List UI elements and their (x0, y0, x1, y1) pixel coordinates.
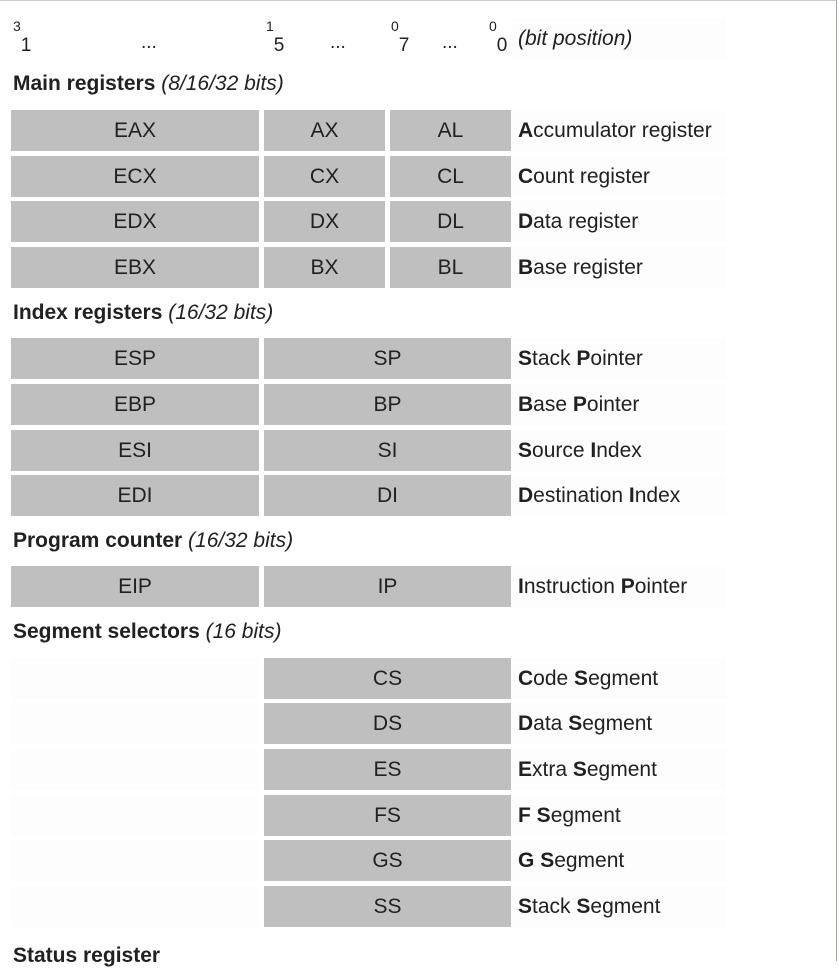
empty-cell (11, 795, 259, 836)
empty-cell (11, 840, 259, 881)
bit-ellipsis-2: ... (330, 32, 346, 53)
register-description: Extra Segment (511, 749, 726, 790)
program-counter-heading: Program counter (16/32 bits) (13, 529, 294, 552)
register-bp: BP (264, 384, 511, 425)
register-ecx: ECX (11, 156, 259, 197)
register-bl: BL (390, 247, 511, 288)
register-ip: IP (264, 566, 511, 607)
register-cs: CS (264, 658, 511, 699)
bit-15: $^1$5 (266, 18, 285, 57)
bit-ellipsis-3: ... (442, 32, 458, 53)
register-description: Data Segment (511, 703, 726, 744)
register-description: Accumulator register (511, 110, 726, 151)
register-cx: CX (264, 156, 385, 197)
bit-position-label: (bit position) (518, 26, 633, 50)
register-description: Stack Segment (511, 886, 726, 927)
register-description: Base Pointer (511, 384, 726, 425)
register-description: F Segment (511, 795, 726, 836)
register-esi: ESI (11, 430, 259, 471)
bit-ellipsis-1: ... (141, 32, 157, 53)
register-bx: BX (264, 247, 385, 288)
empty-cell (11, 658, 259, 699)
register-ds: DS (264, 703, 511, 744)
register-esp: ESP (11, 338, 259, 379)
bit-00: $^0$0 (489, 18, 508, 57)
bit-07: $^0$7 (391, 18, 410, 57)
register-es: ES (264, 749, 511, 790)
register-ebx: EBX (11, 247, 259, 288)
bit-31: $^3$1 (13, 18, 32, 57)
register-ss: SS (264, 886, 511, 927)
register-description: Base register (511, 247, 726, 288)
register-eax: EAX (11, 110, 259, 151)
register-dl: DL (390, 201, 511, 242)
empty-cell (11, 886, 259, 927)
segment-selectors-heading: Segment selectors (16 bits) (13, 620, 282, 643)
register-description: Code Segment (511, 658, 726, 699)
register-cl: CL (390, 156, 511, 197)
register-description: Data register (511, 201, 726, 242)
index-registers-heading: Index registers (16/32 bits) (13, 301, 274, 324)
main-registers-heading: Main registers (8/16/32 bits) (13, 72, 284, 95)
register-description: Count register (511, 156, 726, 197)
register-fs: FS (264, 795, 511, 836)
register-ax: AX (264, 110, 385, 151)
register-sp: SP (264, 338, 511, 379)
register-di: DI (264, 475, 511, 516)
register-ebp: EBP (11, 384, 259, 425)
register-edi: EDI (11, 475, 259, 516)
register-description: G Segment (511, 840, 726, 881)
register-gs: GS (264, 840, 511, 881)
empty-cell (11, 749, 259, 790)
status-register-heading: Status register (13, 944, 161, 967)
register-eip: EIP (11, 566, 259, 607)
register-al: AL (390, 110, 511, 151)
register-description: Stack Pointer (511, 338, 726, 379)
register-edx: EDX (11, 201, 259, 242)
register-description: Instruction Pointer (511, 566, 726, 607)
bit-position-label-cell (511, 18, 726, 59)
register-description: Destination Index (511, 475, 726, 516)
register-si: SI (264, 430, 511, 471)
empty-cell (11, 703, 259, 744)
register-dx: DX (264, 201, 385, 242)
register-description: Source Index (511, 430, 726, 471)
